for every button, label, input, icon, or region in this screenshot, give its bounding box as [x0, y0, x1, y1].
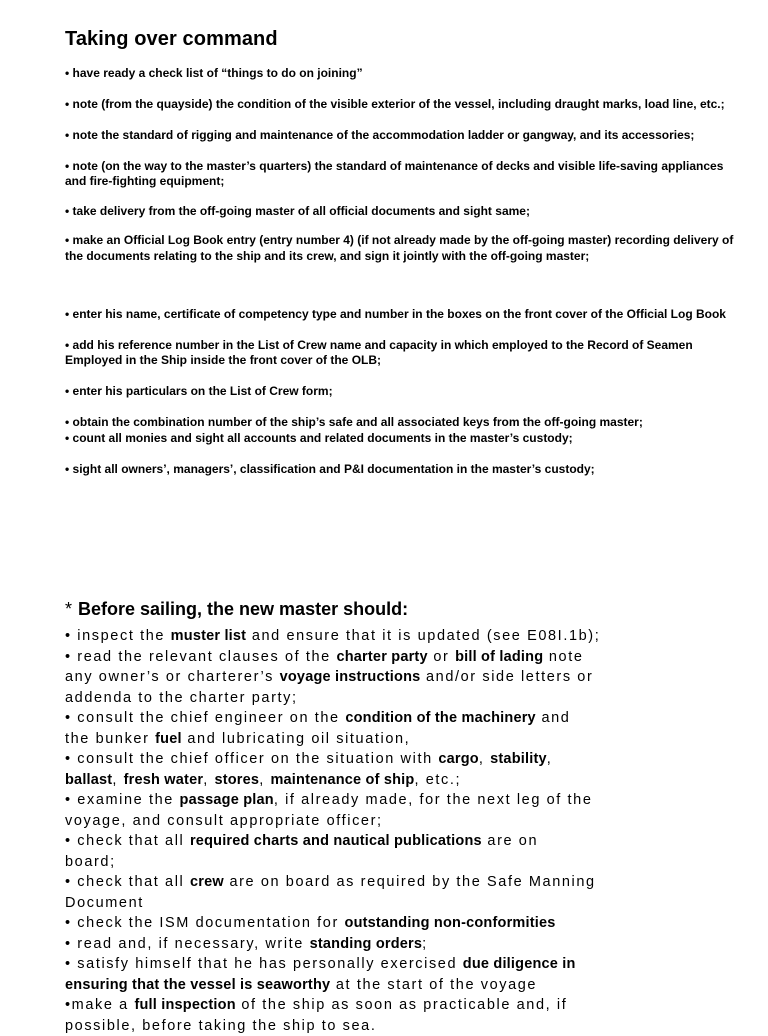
line-text: and lubricating oil situation,	[182, 731, 411, 747]
bold-text: due diligence in	[463, 956, 576, 972]
bold-text: ballast	[65, 772, 112, 788]
list-line	[65, 770, 745, 791]
line-text: • examine the	[65, 792, 180, 808]
line-text: ,	[112, 772, 123, 788]
bold-text: cargo	[438, 751, 479, 767]
list-item: • enter his particulars on the List of Crew form;	[65, 384, 740, 400]
line-text: ;	[422, 936, 428, 952]
line-text: • check that all	[65, 874, 190, 890]
line-text: • read and, if necessary, write	[65, 936, 310, 952]
bold-text: muster list	[171, 628, 247, 644]
bold-text: outstanding non-conformities	[345, 915, 556, 931]
list-line	[65, 954, 745, 975]
bold-text: ensuring that the vessel is seaworthy	[65, 977, 330, 993]
line-text: • check that all	[65, 833, 190, 849]
line-text: or	[428, 649, 455, 665]
list-item: • make an Official Log Book entry (entry number 4) (if not already made by the off-going master) recording delivery of the documents relating to the ship and its crew, and sign it jointly with the off-going master;	[65, 233, 740, 264]
heading-star: *	[65, 599, 72, 619]
bold-text: voyage instructions	[280, 669, 421, 685]
bold-text: bill of lading	[455, 649, 543, 665]
line-text: , etc.;	[414, 772, 461, 788]
line-text: • consult the chief officer on the situation with	[65, 751, 438, 767]
page-title: Taking over command	[65, 28, 278, 51]
list-line	[65, 749, 745, 770]
list-line	[65, 667, 745, 688]
list-item: • take delivery from the off-going master of all official documents and sight same;	[65, 204, 740, 220]
list-line	[65, 790, 745, 811]
list-item: • count all monies and sight all accounts and related documents in the master’s custody;	[65, 431, 740, 447]
list-line	[65, 913, 745, 934]
section-heading	[65, 599, 408, 620]
line-text: ,	[547, 751, 553, 767]
list-item: • note (from the quayside) the condition of the visible exterior of the vessel, including draught marks, load line, etc.;	[65, 97, 740, 113]
line-text: • consult the chief engineer on the	[65, 710, 345, 726]
line-text: Document	[65, 895, 144, 911]
list-item: • note (on the way to the master’s quarters) the standard of maintenance of decks and visible life-saving appliances and fire-fighting equipment;	[65, 159, 740, 190]
line-text: are on board as required by the Safe Manning	[224, 874, 596, 890]
list-line	[65, 852, 745, 873]
line-text: of the ship as soon as practicable and, if	[236, 997, 568, 1013]
line-text: board;	[65, 854, 116, 870]
list-item: • note the standard of rigging and maintenance of the accommodation ladder or gangway, and its accessories;	[65, 128, 740, 144]
line-text: ,	[203, 772, 214, 788]
list-line	[65, 995, 745, 1016]
bold-text: required charts and nautical publications	[190, 833, 482, 849]
line-text: and/or side letters or	[420, 669, 593, 685]
list-line	[65, 708, 745, 729]
line-text: • satisfy himself that he has personally exercised	[65, 956, 463, 972]
bold-text: standing orders	[310, 936, 423, 952]
line-text: ,	[479, 751, 490, 767]
heading-text: Before sailing, the new master should:	[78, 599, 408, 619]
list-item: • enter his name, certificate of competency type and number in the boxes on the front cover of the Official Log Book	[65, 307, 740, 323]
list-line	[65, 934, 745, 955]
bold-text: charter party	[336, 649, 427, 665]
line-text: , if already made, for the next leg of the	[274, 792, 593, 808]
list-line	[65, 872, 745, 893]
bold-text: fresh water	[124, 772, 204, 788]
list-line	[65, 626, 745, 647]
line-text: • check the ISM documentation for	[65, 915, 345, 931]
list-item: • obtain the combination number of the ship’s safe and all associated keys from the off-going master;	[65, 415, 740, 431]
line-text: • inspect the	[65, 628, 171, 644]
before-sailing-list	[65, 626, 745, 1036]
line-text: are on	[482, 833, 538, 849]
line-text: at the start of the voyage	[330, 977, 537, 993]
bold-text: stores	[214, 772, 259, 788]
list-line	[65, 729, 745, 750]
line-text: ,	[259, 772, 270, 788]
list-line	[65, 831, 745, 852]
line-text: • read the relevant clauses of the	[65, 649, 336, 665]
list-item: • add his reference number in the List of Crew name and capacity in which employed to the Record of Seamen Employed in the Ship inside the front cover of the OLB;	[65, 338, 740, 369]
bold-text: condition of the machinery	[345, 710, 536, 726]
list-line	[65, 893, 745, 914]
line-text: possible, before taking the ship to sea.	[65, 1018, 376, 1034]
bold-text: stability	[490, 751, 547, 767]
list-line	[65, 688, 745, 709]
list-item: • sight all owners’, managers’, classification and P&I documentation in the master’s custody;	[65, 462, 740, 478]
bold-text: crew	[190, 874, 224, 890]
line-text: •make a	[65, 997, 134, 1013]
list-line	[65, 975, 745, 996]
line-text: addenda to the charter party;	[65, 690, 298, 706]
list-line	[65, 1016, 745, 1036]
line-text: the bunker	[65, 731, 155, 747]
joining-checklist	[65, 66, 740, 478]
line-text: and	[536, 710, 571, 726]
line-text: note	[543, 649, 583, 665]
bold-text: fuel	[155, 731, 182, 747]
line-text: and ensure that it is updated (see E08I.1b);	[246, 628, 600, 644]
list-line	[65, 811, 745, 832]
line-text: any owner’s or charterer’s	[65, 669, 280, 685]
bold-text: full inspection	[134, 997, 235, 1013]
bold-text: maintenance of ship	[270, 772, 414, 788]
bold-text: passage plan	[180, 792, 274, 808]
line-text: voyage, and consult appropriate officer;	[65, 813, 383, 829]
list-item: • have ready a check list of “things to do on joining”	[65, 66, 740, 82]
list-line	[65, 647, 745, 668]
